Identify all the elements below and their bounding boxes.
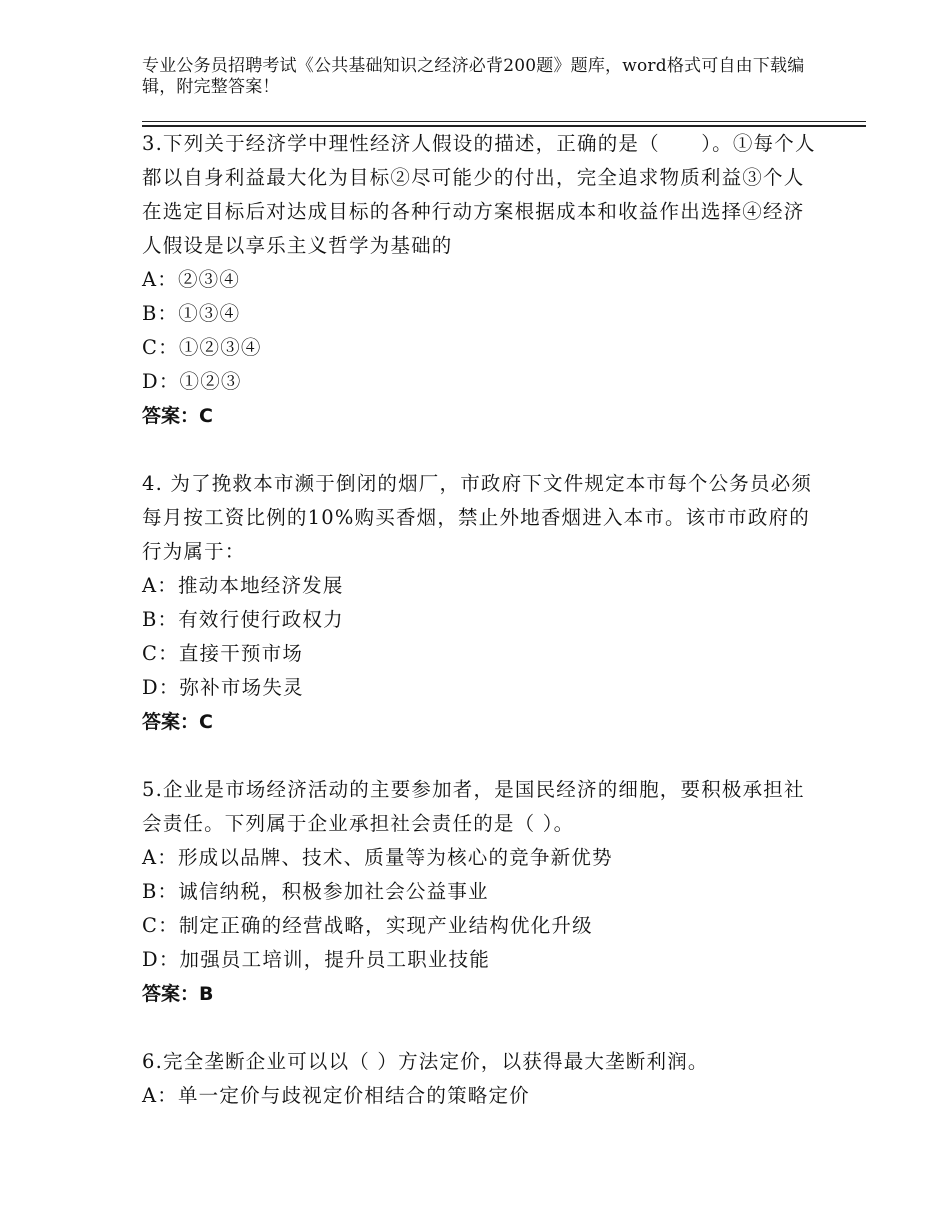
option-d: D：加强员工培训，提升员工职业技能 [142,948,491,971]
question-list [142,127,822,1113]
answer-line: 答案：B [142,983,214,1005]
question-stem: 4. 为了挽救本市濒于倒闭的烟厂，市政府下文件规定本市每个公务员必须每月按工资比例的10%购买香烟，禁止外地香烟进入本市。该市市政府的行为属于： [142,472,813,563]
option-b: B：诚信纳税，积极参加社会公益事业 [142,880,489,903]
question-4 [142,467,822,739]
question-stem: 5.企业是市场经济活动的主要参加者，是国民经济的细胞，要积极承担社会责任。下列属于企业承担社会责任的是（ ）。 [142,778,805,835]
question-6 [142,1045,822,1113]
question-3 [142,127,822,433]
option-c: C：制定正确的经营战略，实现产业结构优化升级 [142,914,593,937]
option-c: C：①②③④ [142,336,262,359]
option-b: B：①③④ [142,302,241,325]
option-c: C：直接干预市场 [142,642,304,665]
option-a: A：②③④ [142,268,241,291]
option-b: B：有效行使行政权力 [142,608,344,631]
answer-line: 答案：C [142,405,213,427]
document-header: 专业公务员招聘考试《公共基础知识之经济必背200题》题库，word格式可自由下载编辑，附完整答案！ [142,56,805,97]
option-a: A：单一定价与歧视定价相结合的策略定价 [142,1084,530,1107]
question-stem: 3.下列关于经济学中理性经济人假设的描述，正确的是（ ）。①每个人都以自身利益最大化为目标②尽可能少的付出，完全追求物质利益③个人在选定目标后对达成目标的各种行动方案根据成本和收益作出选择④经济人假设是以享乐主义哲学为基础的 [142,132,816,257]
option-a: A：形成以品牌、技术、质量等为核心的竞争新优势 [142,846,613,869]
spacer [142,1011,822,1045]
option-d: D：①②③ [142,370,242,393]
question-5 [142,773,822,1011]
option-a: A：推动本地经济发展 [142,574,344,597]
spacer [142,433,822,467]
answer-line: 答案：C [142,711,213,733]
spacer [142,739,822,773]
option-d: D：弥补市场失灵 [142,676,304,699]
question-stem: 6.完全垄断企业可以以（ ）方法定价，以获得最大垄断利润。 [142,1050,709,1073]
header-rule-thin [142,121,866,122]
